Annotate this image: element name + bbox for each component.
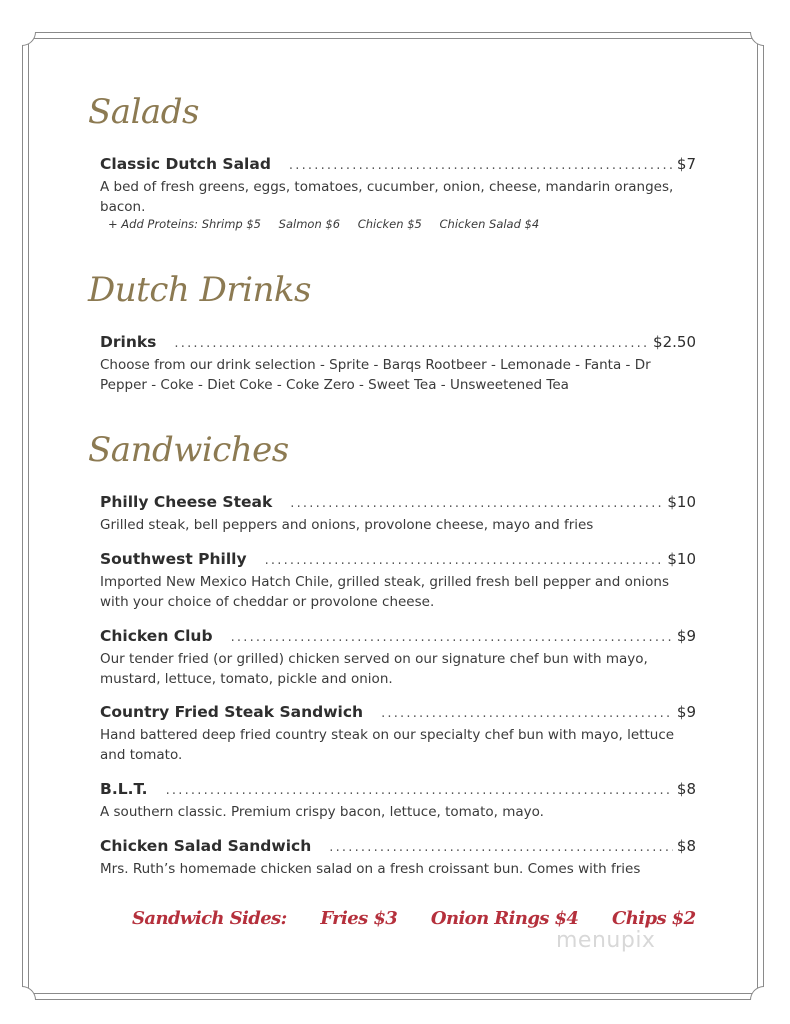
addon-label: + Add Proteins: Shrimp $5 [108,217,262,231]
dot-leader [265,553,664,568]
item-name: B.L.T. [100,780,148,798]
item-price: $9 [676,703,696,721]
item-price: $2.50 [653,333,696,351]
menu-item [100,493,696,535]
item-description: A southern classic. Premium crispy bacon, lettuce, tomato, mayo. [100,804,544,820]
menu-item [100,155,696,217]
menu-item [100,780,696,822]
menu-item [100,627,696,689]
dot-leader [289,158,673,173]
item-description: A bed of fresh greens, eggs, tomatoes, cucumber, onion, cheese, mandarin oranges, bacon. [100,179,674,215]
menu-item [100,837,696,879]
dot-leader [166,783,673,798]
section-title-sandwiches: Sandwiches [88,430,289,470]
item-name: Chicken Salad Sandwich [100,837,312,855]
item-price: $10 [667,550,696,568]
item-name: Southwest Philly [100,550,247,568]
side-item: Chips $2 [612,908,696,929]
item-price: $8 [676,837,696,855]
dot-leader [174,336,649,351]
item-description: Our tender fried (or grilled) chicken served on our signature chef bun with mayo, mustard, lettuce, tomato, pickle and onion. [100,651,648,687]
item-name: Drinks [100,333,157,351]
menu-item [100,703,696,765]
side-item: Onion Rings $4 [430,908,579,929]
item-price: $8 [676,780,696,798]
dot-leader [231,630,673,645]
section-title-salads: Salads [88,92,199,132]
item-description: Imported New Mexico Hatch Chile, grilled steak, grilled fresh bell pepper and onions with your choice of cheddar or provolone cheese. [100,574,670,610]
section-title-drinks: Dutch Drinks [88,270,311,310]
sandwich-sides [132,908,724,929]
protein-addons [108,217,553,231]
item-price: $7 [676,155,696,173]
item-name: Country Fried Steak Sandwich [100,703,364,721]
item-name: Chicken Club [100,627,213,645]
item-name: Classic Dutch Salad [100,155,271,173]
item-description: Choose from our drink selection - Sprite - Barqs Rootbeer - Lemonade - Fanta - Dr Pepper - Coke - Diet Coke - Coke Zero - Sweet Tea - Unsweetened Tea [100,357,651,393]
addon-item: Chicken $5 [357,217,422,231]
side-item: Fries $3 [320,908,398,929]
item-price: $10 [667,493,696,511]
menu-item [100,550,696,612]
sides-label: Sandwich Sides: [132,908,287,929]
addon-item: Chicken Salad $4 [439,217,540,231]
addon-item: Salmon $6 [278,217,341,231]
dot-leader [381,706,673,721]
dot-leader [329,840,673,855]
menu-item [100,333,696,395]
watermark: menupix [556,928,656,953]
item-name: Philly Cheese Steak [100,493,273,511]
item-price: $9 [676,627,696,645]
item-description: Mrs. Ruth’s homemade chicken salad on a fresh croissant bun. Comes with fries [100,861,641,877]
item-description: Hand battered deep fried country steak on our specialty chef bun with mayo, lettuce and tomato. [100,727,675,763]
item-description: Grilled steak, bell peppers and onions, provolone cheese, mayo and fries [100,517,594,533]
dot-leader [290,496,663,511]
